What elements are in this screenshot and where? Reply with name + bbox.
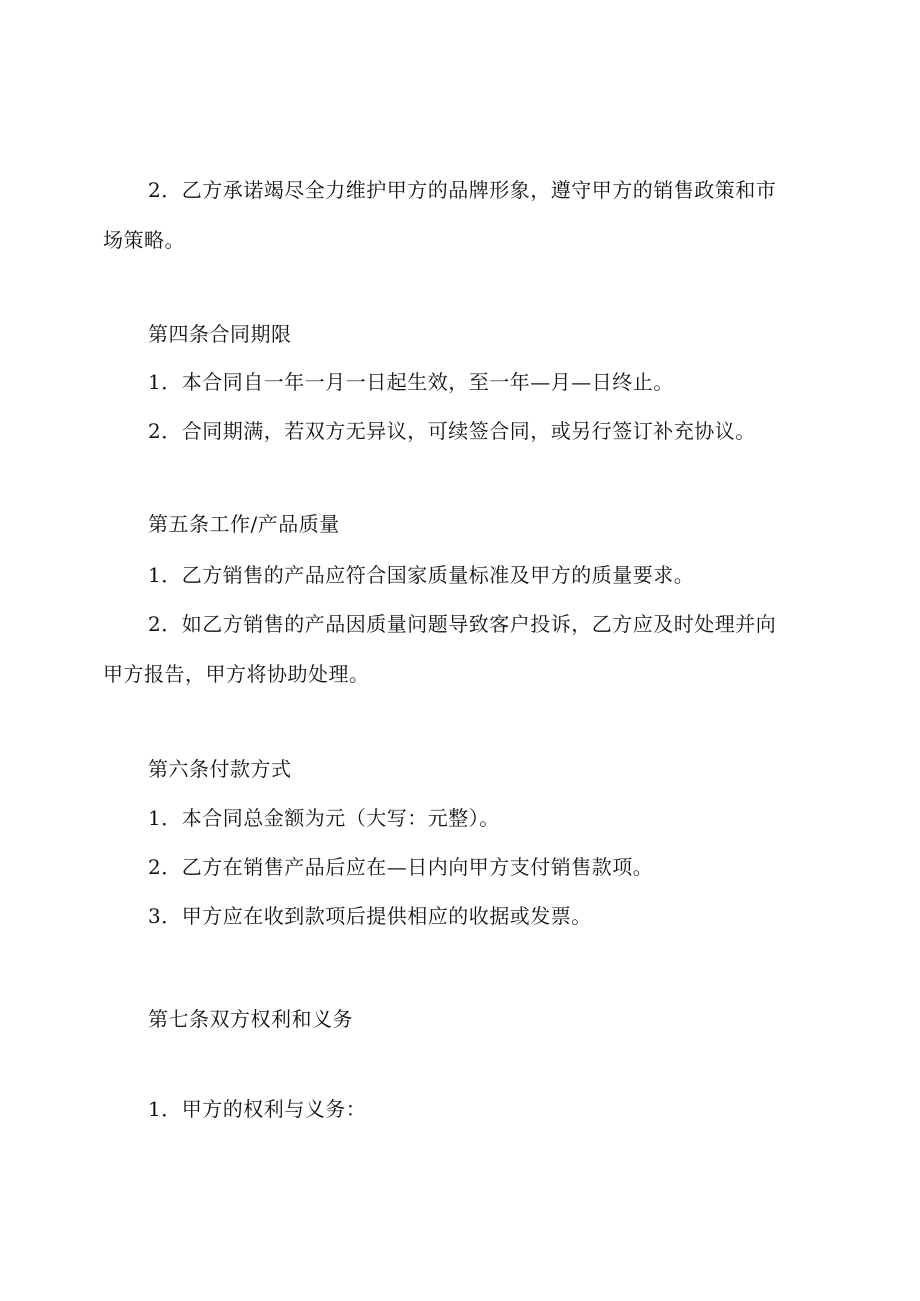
section7-item1: 1．甲方的权利与义务： [148, 1097, 367, 1121]
section5-item2-line2: 甲方报告，甲方将协助处理。 [103, 662, 370, 686]
section3-item2-line2: 场策略。 [103, 228, 185, 252]
section6-item1: 1．本合同总金额为元（大写：元整）。 [148, 806, 500, 830]
section3-item2-line1: 2．乙方承诺竭尽全力维护甲方的品牌形象，遵守甲方的销售政策和市 [148, 178, 777, 202]
section5-heading: 第五条工作/产品质量 [148, 512, 340, 536]
section4-item2: 2．合同期满，若双方无异议，可续签合同，或另行签订补充协议。 [148, 419, 756, 443]
section7-heading: 第七条双方权利和义务 [148, 1007, 353, 1031]
section6-heading: 第六条付款方式 [148, 757, 292, 781]
section6-item2: 2．乙方在销售产品后应在—日内向甲方支付销售款项。 [148, 855, 654, 879]
section6-item3: 3．甲方应在收到款项后提供相应的收据或发票。 [148, 904, 592, 928]
section4-item1: 1．本合同自一年一月一日起生效，至一年—月—日终止。 [148, 370, 674, 394]
section5-item1: 1．乙方销售的产品应符合国家质量标准及甲方的质量要求。 [148, 563, 695, 587]
section5-item2-line1: 2．如乙方销售的产品因质量问题导致客户投诉，乙方应及时处理并向 [148, 612, 777, 636]
section4-heading: 第四条合同期限 [148, 322, 292, 346]
